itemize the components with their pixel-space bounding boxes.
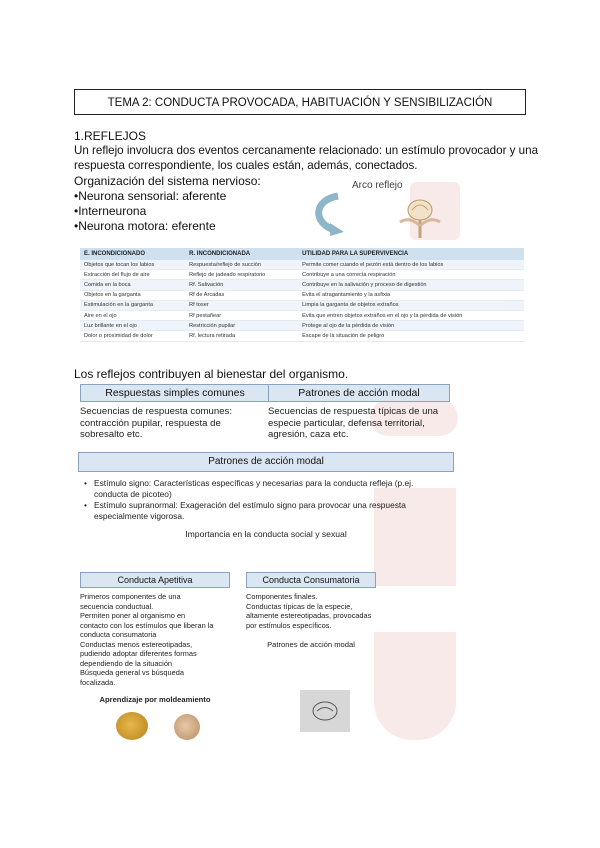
sign-stimulus-item (78, 478, 454, 499)
body-line: Estímulo signo: Características específicas y necesarias para la conducta refleja (p.ej. (94, 478, 414, 488)
org-heading: Organización del sistema nervioso: (74, 174, 261, 188)
table-cell: Estimulación en la garganta (80, 300, 185, 310)
body-line: especialmente vigorosa. (94, 510, 185, 521)
simple-responses-body (80, 406, 270, 441)
body-line: Permiten poner al organismo en (80, 611, 186, 620)
table-row (80, 270, 524, 280)
pigeon-photo-2 (174, 714, 200, 740)
simple-responses-panel (80, 384, 270, 444)
social-importance-text: Importancia en la conducta social y sexual (185, 529, 347, 539)
body-line: por estímulos específicos. (246, 620, 332, 630)
table-cell: Comida en la boca (80, 280, 185, 290)
consummatory-panel (246, 572, 376, 672)
consummatory-body (246, 592, 376, 630)
modal-patterns-header: Patrones de acción modal (268, 384, 450, 402)
page-title: TEMA 2: CONDUCTA PROVOCADA, HABITUACIÓN Y SENSIBILIZACIÓN (74, 89, 526, 115)
table-cell: Restricción pupilar (185, 321, 298, 331)
table-row (80, 290, 524, 300)
body-line: Secuencias de respuesta típicas de una (268, 406, 439, 417)
table-cell: Rf pestañear (185, 310, 298, 320)
intro-line-2: respuesta correspondiente, los cuales están, además, conectados. (74, 159, 418, 172)
bullet-icon: • (84, 478, 87, 488)
body-line: Búsqueda general vs búsqueda (80, 668, 184, 677)
table-cell: Evita el atragantamiento y la asfixia (298, 290, 524, 300)
consummatory-photo (300, 690, 350, 732)
body-line: Conductas menos estereotipadas, (80, 639, 193, 649)
table-cell: Objetos en la garganta (80, 290, 185, 300)
table-cell: Rf toser (185, 300, 298, 310)
table-cell: Escape de la situación de peligro (298, 331, 524, 341)
table-cell: Rf. lectura retirada (185, 331, 298, 341)
body-line: contracción pupilar, respuesta de (80, 417, 221, 429)
table-row (80, 310, 524, 320)
bullet-motor: •Neurona motora: eferente (74, 219, 216, 233)
body-line: conducta consumatoria (80, 630, 157, 639)
animal-sketch-icon (300, 690, 350, 732)
table-cell: Rf de Arcadas (185, 290, 298, 300)
table-row (80, 321, 524, 331)
curved-arrow-icon (308, 192, 348, 236)
reflex-arc-figure (300, 178, 460, 244)
body-line: sobresalto etc. (80, 429, 143, 440)
table-header: R. INCONDICIONADA (185, 248, 298, 260)
consummatory-header: Conducta Consumatoria (246, 572, 376, 588)
modal-caption: Patrones de acción modal (267, 640, 355, 649)
body-line: Estímulo supranormal: Exageración del estímulo signo para provocar una respuesta (94, 500, 406, 510)
table-cell: Dolor o proximidad de dolor (80, 331, 185, 341)
body-line: pudiendo adoptar diferentes formas (80, 649, 197, 658)
table-cell: Contribuye en la salivación y proceso de digestión (298, 280, 524, 290)
table-cell: Respuesta/reflejo de succión (185, 260, 298, 270)
table-cell: Protege al ojo de la pérdida de visión (298, 321, 524, 331)
table-cell: Objetos que tocan los labios (80, 260, 185, 270)
simple-responses-header: Respuestas simples comunes (80, 384, 270, 402)
table-cell: Evita que entren objetos extraños en el ojo y la pérdida de visión (298, 310, 524, 320)
intro-line-1: Un reflejo involucra dos eventos cercanamente relacionado: un estímulo provocador y una (74, 144, 539, 157)
table-cell: Rf. Salivación (185, 280, 298, 290)
table-row (80, 331, 524, 341)
watermark-shape (374, 632, 456, 740)
reflex-table (80, 248, 524, 358)
table-cell: Contribuye a una correcta respiración (298, 270, 524, 280)
table-header: UTILIDAD PARA LA SUPERVIVENCIA (298, 248, 524, 260)
table-row (80, 260, 524, 270)
appetitive-panel (80, 572, 230, 744)
modal-patterns-detail-header: Patrones de acción modal (78, 452, 454, 472)
table-row (80, 280, 524, 290)
table-cell: Limpia la garganta de objetos extraños (298, 300, 524, 310)
body-line: contacto con los estímulos que liberan la (80, 620, 214, 630)
table-cell: Luz brillante en el ojo (80, 321, 185, 331)
bullet-interneuron: •Interneurona (74, 204, 147, 218)
body-line: especie particular, defensa territorial, (268, 417, 425, 429)
table-header: E. INCONDICIONADO (80, 248, 185, 260)
bullet-icon: • (84, 500, 87, 510)
modal-patterns-detail (78, 452, 454, 544)
bullet-sensory: •Neurona sensorial: aferente (74, 189, 227, 203)
body-line: dependiendo de la situación (80, 658, 173, 668)
body-line: secuencia conductual. (80, 601, 154, 611)
spinal-cord-icon (390, 192, 450, 242)
table-cell: Reflejo de jadeado respiratorio (185, 270, 298, 280)
modal-patterns-body (268, 406, 450, 441)
table-cell: Extracción del flujo de aire (80, 270, 185, 280)
modal-patterns-panel (268, 384, 450, 444)
body-line: Secuencias de respuesta comunes: (80, 406, 232, 417)
body-line: focalizada. (80, 677, 116, 687)
body-line: conducta de picoteo) (94, 488, 172, 499)
supranormal-stimulus-item (78, 500, 454, 521)
appetitive-header: Conducta Apetitiva (80, 572, 230, 588)
body-line: Conductas típicas de la especie, (246, 601, 353, 611)
shaping-caption: Aprendizaje por moldeamiento (99, 695, 211, 704)
pigeon-photo-1 (116, 712, 148, 740)
contrib-text: Los reflejos contribuyen al bienestar del organismo. (74, 367, 349, 381)
table-row (80, 300, 524, 310)
body-line: altamente estereotipadas, provocadas (246, 611, 372, 620)
appetitive-body (80, 592, 230, 687)
body-line: Primeros componentes de una (80, 592, 181, 601)
table-cell: Permite comer cuando el pezón está dentro de los labios (298, 260, 524, 270)
body-line: agresión, caza etc. (268, 429, 349, 440)
table-cell: Aire en el ojo (80, 310, 185, 320)
section-heading: 1.REFLEJOS (74, 129, 147, 143)
body-line: Componentes finales. (246, 592, 318, 601)
figure-label: Arco reflejo (352, 180, 403, 191)
